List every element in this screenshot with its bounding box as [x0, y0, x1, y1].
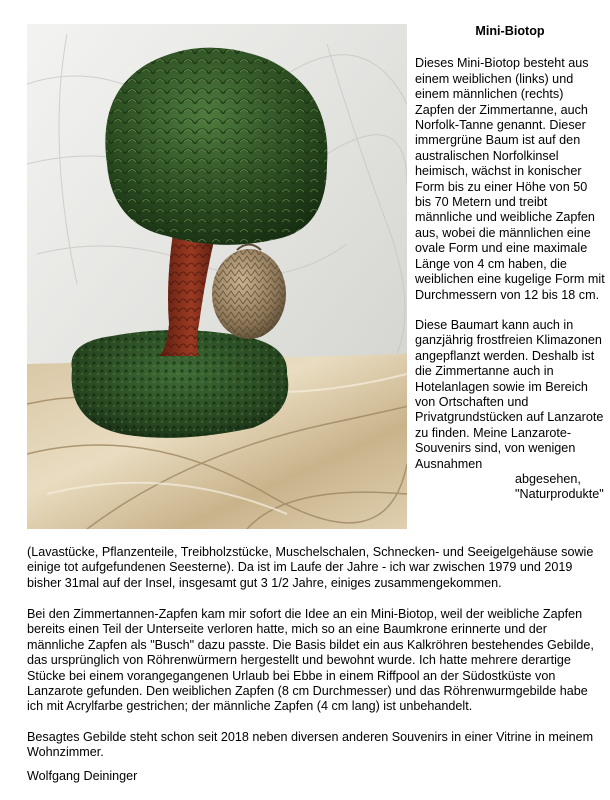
paragraph-climate-indent: abgesehen, "Naturprodukte": [515, 471, 604, 502]
paragraph-intro: Dieses Mini-Biotop besteht aus einem weiblichen (links) und einem männlichen (rechts) Zapfen der Zimmertanne, auch Norfolk-Tanne genannt. Dieser immergrüne Baum ist auf den australischen Norfolkinsel heimisch, wächst in konischer Form bis zu einer Höhe von 50 bis 70 Metern und treibt männliche und weibliche Zapfen aus, wobei die männlichen eine ovale Form und eine maximale Länge von 4 cm haben, die weiblichen eine kugelige Form mit Durchmessern von 12 bis 18 cm.: [415, 56, 605, 302]
signature: Wolfgang Deininger: [27, 769, 138, 783]
biotope-photo: [27, 24, 407, 529]
paragraph-souvenirs: (Lavastücke, Pflanzenteile, Treibholzstücke, Muschelschalen, Schnecken- und Seeigelgehäuse sowie einige tot aufgefundenen Seesterne). Da ist im Laufe der Jahre - ich war zwischen 1979 und 2019 bisher 31mal auf der Insel, insgesamt gut 3 1/2 Jahre, einiges zusammengekommen.: [27, 545, 594, 590]
paragraph-climate-text: Diese Baumart kann auch in ganzjährig frostfreien Klimazonen angepflanzt werden. Deshalb ist die Zimmertanne auch in Hotelanlagen sowie im Bereich von Ortschaften und Privatgrundstücken auf Lanzarote zu finden. Meine Lanzarote-Souvenirs sind, von wenigen Ausnahmen: [415, 317, 604, 471]
page-title: Mini-Biotop: [475, 24, 545, 38]
paragraph-vitrine: Besagtes Gebilde steht schon seit 2018 neben diversen anderen Souvenirs in einer Vitrine in meinem Wohnzimmer.: [27, 730, 594, 760]
right-text-column: [415, 24, 605, 503]
paragraph-idea: Bei den Zimmertannen-Zapfen kam mir sofort die Idee an ein Mini-Biotop, weil der weibliche Zapfen bereits einen Teil der Unterseite verloren hatte, mich so an eine Baumkrone erinnerte und der männliche Zapfen als "Busch" dazu passte. Die Basis bildet ein aus Kalkröhren bestehendes Gebilde, das ursprünglich von Röhrenwürmern hergestellt und bewohnt wurde. Ich hatte mehrere derartige Stücke bei einem vorangegangenen Urlaub bei Ebbe in einem Riffpool an der Südostküste von Lanzarote gefunden. Den weiblichen Zapfen (8 cm Durchmesser) und das Röhrenwurmgebilde habe ich mit Acrylfarbe gestrichen; der männliche Zapfen (4 cm lang) ist unbehandelt.: [27, 607, 594, 714]
paragraph-climate: [415, 318, 605, 503]
